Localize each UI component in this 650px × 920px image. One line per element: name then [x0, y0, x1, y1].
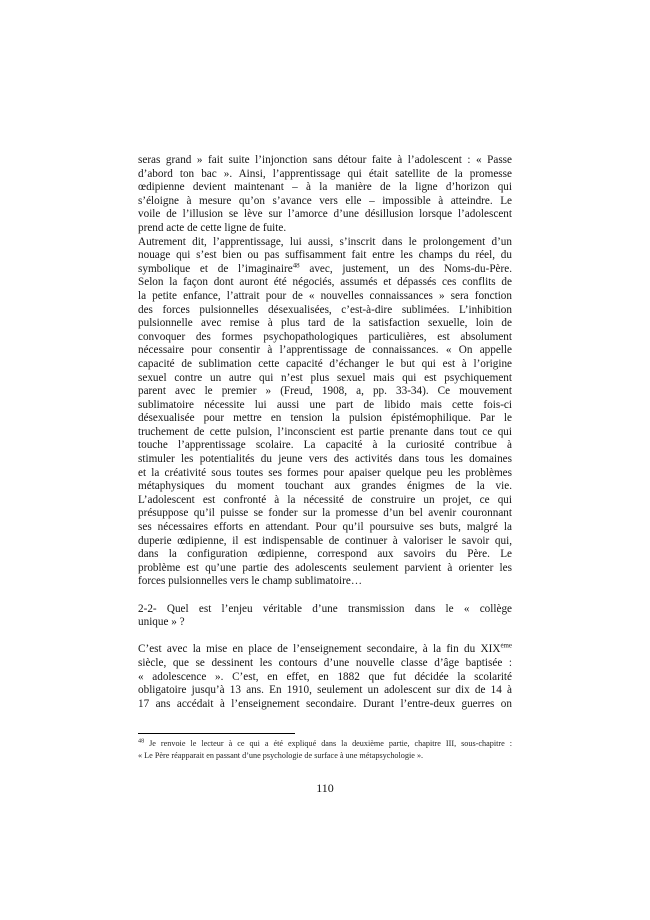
- text-line: siècle, que se dessinent les contours d’une nouvelle classe d’âge baptisée :: [138, 656, 512, 669]
- text-line: nouage qui s’est bien ou pas suffisamment fait entre les champs du réel, du: [138, 249, 512, 262]
- footnote-marker: 48: [138, 738, 145, 745]
- footnote-separator: [138, 733, 295, 734]
- text-line: sexuel contre un autre qui n’est plus sexuel mais qui est psychiquement: [138, 371, 512, 384]
- superscript: ème: [500, 643, 512, 650]
- text-line: la petite enfance, l’attrait pour de « nouvelles connaissances » sera fonction: [138, 289, 512, 302]
- text-segment: avec, justement, un des Noms-du-Père.: [299, 262, 512, 275]
- footnotes: [138, 738, 512, 762]
- text-line: Autrement dit, l’apprentissage, lui aussi, s’inscrit dans le prolongement d’un: [138, 235, 512, 248]
- text-line: capacité de sublimation cette capacité d’échanger le but qui est à l’origine: [138, 357, 512, 370]
- text-line: s’éloigne à mesure qu’on s’avance vers elle – impossible à atteindre. Le: [138, 194, 512, 207]
- page-number: 110: [316, 781, 334, 795]
- text-line: pulsionnelle avec remise à plus tard de la satisfaction sexuelle, loin de: [138, 317, 512, 330]
- section-heading-line: unique » ?: [138, 616, 185, 629]
- text-line: problème est qu’une partie des adolescents seulement parvient à orienter les: [138, 561, 512, 574]
- text-line: des forces pulsionnelles désexualisées, c’est-à-dire sublimées. L’inhibition: [138, 303, 512, 316]
- text-line: « adolescence ». C’est, en effet, en 1882 que fut décidée la scolarité: [138, 670, 512, 683]
- text-line: duperie œdipienne, il est indispensable de continuer à valoriser le savoir qui,: [138, 534, 512, 547]
- text-line: Selon la façon dont auront été négociés, assumés et dépassés ces conflits de: [138, 276, 512, 289]
- text-line: L’adolescent est confronté à la nécessité de construire un projet, ce qui: [138, 493, 512, 506]
- footnote-line: « Le Père réapparait en passant d’une psychologie de surface à une métapsychologie ».: [138, 751, 424, 760]
- text-line: œdipienne devient maintenant – à la manière de la ligne d’horizon qui: [138, 181, 512, 194]
- text-line: sublimatoire nécessite lui aussi une part de libido mais cette fois-ci: [138, 398, 512, 411]
- text-line: obligatoire jusqu’à 13 ans. En 1910, seulement un adolescent sur dix de 14 à: [138, 684, 512, 697]
- text-line: 17 ans accédait à l’enseignement secondaire. Durant l’entre-deux guerres on: [138, 697, 512, 710]
- text-line: présuppose qu’il puisse se fonder sur la promesse d’un bel avenir couronnant: [138, 507, 512, 520]
- text-line: [138, 643, 512, 657]
- text-line: ses nécessaires efforts en attendant. Pour qu’il poursuive ses buts, malgré la: [138, 521, 512, 534]
- section-heading-line: 2-2- Quel est l’enjeu véritable d’une transmission dans le « collège: [138, 602, 512, 615]
- text-line: truchement de cette pulsion, l’inconscient est partie prenante dans tout ce qui: [138, 425, 512, 438]
- text-line: touche l’apprentissage scolaire. La capacité à la curiosité contribue à: [138, 439, 512, 452]
- text-line: nécessaire pour consentir à l’apprentissage de connaissances. « On appelle: [138, 344, 512, 357]
- text-segment: symbolique et de l’imaginaire: [138, 262, 293, 275]
- paragraph-spacer: [138, 589, 512, 603]
- paragraph-spacer: [138, 630, 512, 644]
- text-line: d’abord ton bac ». Ainsi, l’apprentissage qui était satellite de la promesse: [138, 167, 512, 180]
- footnote-line: [138, 738, 512, 750]
- text-segment: C’est avec la mise en place de l’enseignement secondaire, à la fin du XIX: [138, 643, 501, 656]
- text-line: parent avec le premier » (Freud, 1908, a, pp. 33-34). Ce mouvement: [138, 385, 512, 398]
- text-line: dans la configuration œdipienne, correspond aux savoirs du Père. Le: [138, 548, 512, 561]
- text-line: seras grand » fait suite l’injonction sans détour faite à l’adolescent : « Passe: [138, 154, 512, 166]
- text-line: stimuler les potentialités du jeune vers des activités dans tous les domaines: [138, 453, 512, 466]
- text-line: et la créativité sous toutes ses formes pour apaiser quelque peu les problèmes: [138, 466, 512, 479]
- text-line: prend acte de cette ligne de fuite.: [138, 221, 287, 234]
- text-line: métaphysiques du moment touchant aux grandes énigmes de la vie.: [138, 480, 512, 493]
- footnote-reference[interactable]: 48: [292, 262, 300, 270]
- text-line: voile de l’illusion se lève sur l’amorce d’une désillusion lorsque l’adolescent: [138, 208, 512, 221]
- text-line: [138, 263, 512, 277]
- text-line: désexualisée pour mettre en tension la pulsion épistémophilique. Par le: [138, 412, 512, 425]
- footnote-text: Je renvoie le lecteur à ce qui a été expliqué dans la deuxième partie, chapitre III, sous-chapitre :: [144, 739, 512, 748]
- body-text: [138, 154, 512, 711]
- text-line: forces pulsionnelles vers le champ sublimatoire…: [138, 575, 363, 588]
- text-line: convoquer des formes psychopathologiques particulières, est absolument: [138, 330, 512, 343]
